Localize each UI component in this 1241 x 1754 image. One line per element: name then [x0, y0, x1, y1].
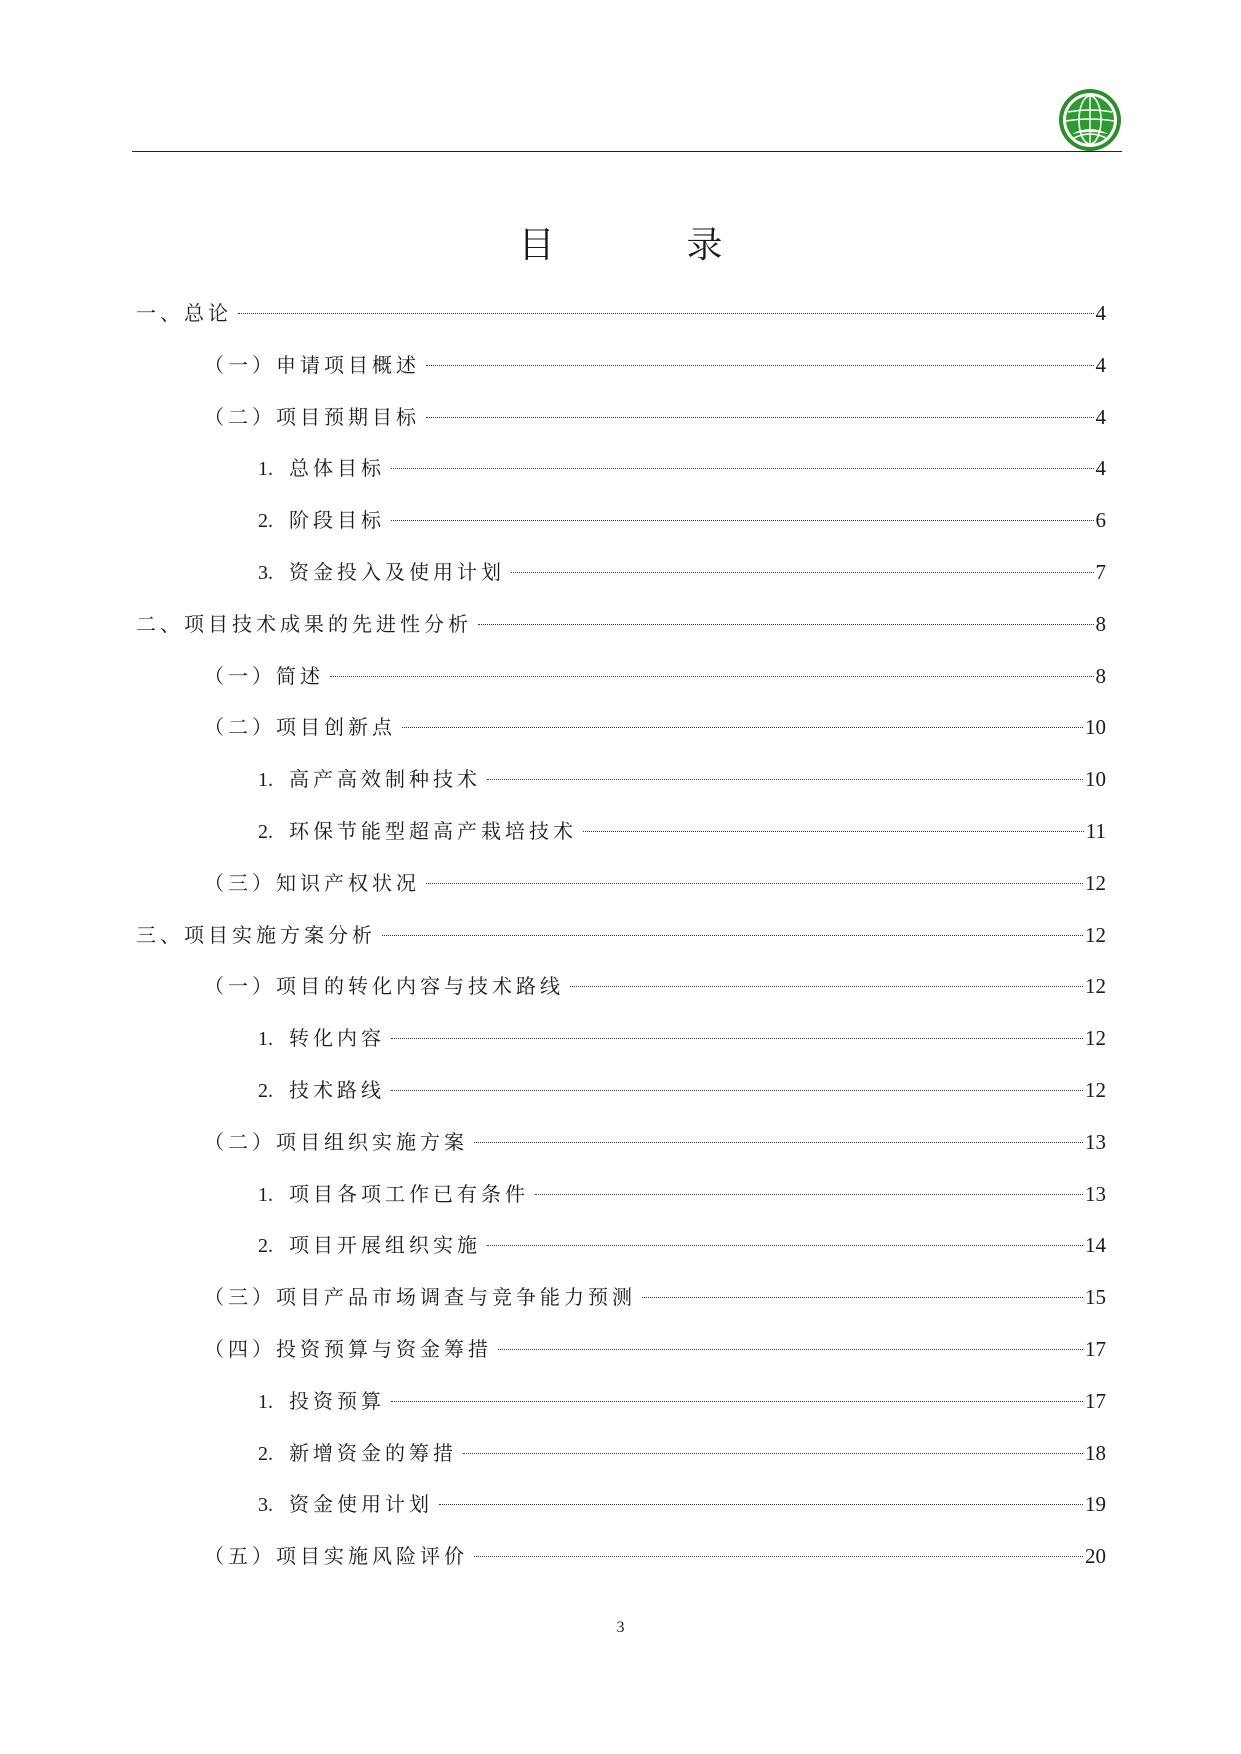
toc-entry[interactable]	[204, 1125, 1106, 1159]
toc-entry[interactable]	[136, 296, 1106, 330]
toc-entry-label: （一）项目的转化内容与技术路线	[204, 974, 564, 998]
toc-entry-number: 1.	[258, 458, 273, 480]
toc-entry-label: （四）投资预算与资金筹措	[204, 1337, 492, 1361]
toc-entry-page: 12	[1085, 1026, 1106, 1050]
toc-dot-leader	[583, 831, 1084, 832]
toc-entry-page: 12	[1085, 974, 1106, 998]
toc-entry-page: 13	[1085, 1130, 1106, 1154]
toc-dot-leader	[330, 676, 1094, 677]
toc-entry-label: 资金使用计划	[289, 1492, 433, 1516]
toc-entry-label: 资金投入及使用计划	[289, 560, 505, 584]
toc-entry[interactable]	[258, 503, 1106, 537]
toc-entry-label: 环保节能型超高产栽培技术	[289, 819, 577, 843]
toc-entry-page: 4	[1095, 456, 1106, 480]
toc-entry-page: 18	[1085, 1441, 1106, 1465]
toc-entry-label: 技术路线	[289, 1078, 385, 1102]
toc-entry-page: 12	[1085, 923, 1106, 947]
toc-entry-number: 1.	[258, 769, 273, 791]
toc-dot-leader	[570, 986, 1083, 987]
toc-dot-leader	[487, 779, 1083, 780]
toc-dot-leader	[474, 1142, 1083, 1143]
toc-entry[interactable]	[258, 1384, 1106, 1418]
toc-entry-number: 1.	[258, 1391, 273, 1413]
toc-entry-label: 总体目标	[289, 456, 385, 480]
toc-entry[interactable]	[204, 400, 1106, 434]
toc-entry[interactable]	[204, 659, 1106, 693]
toc-entry-label: （一）申请项目概述	[204, 353, 420, 377]
toc-entry-page: 10	[1085, 767, 1106, 791]
toc-entry-number: 2.	[258, 510, 273, 532]
toc-dot-leader	[382, 935, 1083, 936]
toc-entry-page: 17	[1085, 1389, 1106, 1413]
toc-entry[interactable]	[204, 1280, 1106, 1314]
toc-entry-label: 项目各项工作已有条件	[289, 1182, 529, 1206]
toc-dot-leader	[535, 1194, 1083, 1195]
toc-entry[interactable]	[204, 969, 1106, 1003]
toc-dot-leader	[402, 727, 1083, 728]
toc-dot-leader	[391, 1038, 1083, 1039]
toc-entry-label: （一）简述	[204, 664, 324, 688]
toc-dot-leader	[474, 1556, 1083, 1557]
toc-entry-label: 二、项目技术成果的先进性分析	[136, 612, 472, 636]
toc-entry-page: 4	[1095, 301, 1106, 325]
toc-entry-page: 6	[1095, 508, 1106, 532]
toc-entry-label: 项目开展组织实施	[289, 1233, 481, 1257]
toc-dot-leader	[426, 365, 1094, 366]
toc-entry-number: 1.	[258, 1184, 273, 1206]
toc-dot-leader	[478, 624, 1094, 625]
toc-dot-leader	[426, 417, 1094, 418]
toc-entry-number: 2.	[258, 1443, 273, 1465]
toc-entry-label: 一、总论	[136, 301, 232, 325]
toc-entry-page: 4	[1095, 353, 1106, 377]
toc-entry-label: 投资预算	[289, 1389, 385, 1413]
toc-dot-leader	[238, 313, 1094, 314]
toc-entry-label: 高产高效制种技术	[289, 767, 481, 791]
toc-dot-leader	[487, 1245, 1083, 1246]
toc-dot-leader	[391, 468, 1094, 469]
toc-entry-label: 阶段目标	[289, 508, 385, 532]
header-divider	[132, 151, 1122, 152]
toc-entry-page: 7	[1095, 560, 1106, 584]
toc-dot-leader	[511, 572, 1094, 573]
toc-entry-number: 3.	[258, 562, 273, 584]
toc-dot-leader	[463, 1453, 1083, 1454]
toc-entry-page: 20	[1085, 1544, 1106, 1568]
toc-entry[interactable]	[258, 555, 1106, 589]
toc-entry-label: （三）项目产品市场调查与竞争能力预测	[204, 1285, 636, 1309]
toc-dot-leader	[391, 520, 1094, 521]
toc-entry-label: （二）项目创新点	[204, 715, 396, 739]
toc-dot-leader	[439, 1504, 1083, 1505]
toc-entry-page: 8	[1095, 612, 1106, 636]
toc-entry[interactable]	[258, 1487, 1106, 1521]
toc-entry-page: 4	[1095, 405, 1106, 429]
toc-entry[interactable]	[258, 1436, 1106, 1470]
toc-entry-page: 8	[1095, 664, 1106, 688]
toc-entry[interactable]	[204, 1332, 1106, 1366]
toc-entry[interactable]	[136, 607, 1106, 641]
toc-dot-leader	[391, 1090, 1083, 1091]
toc-entry-page: 11	[1085, 819, 1106, 843]
toc-entry[interactable]	[258, 1228, 1106, 1262]
toc-entry-page: 14	[1085, 1233, 1106, 1257]
toc-entry-number: 2.	[258, 1080, 273, 1102]
toc-entry-number: 3.	[258, 1494, 273, 1516]
toc-dot-leader	[426, 883, 1083, 884]
toc-entry-page: 12	[1085, 871, 1106, 895]
toc-dot-leader	[498, 1349, 1083, 1350]
toc-entry[interactable]	[258, 1073, 1106, 1107]
toc-entry-page: 10	[1085, 715, 1106, 739]
toc-dot-leader	[391, 1401, 1083, 1402]
toc-entry[interactable]	[258, 762, 1106, 796]
toc-entry-page: 13	[1085, 1182, 1106, 1206]
toc-entry-page: 12	[1085, 1078, 1106, 1102]
toc-entry[interactable]	[136, 918, 1106, 952]
toc-entry-page: 19	[1085, 1492, 1106, 1516]
green-globe-emblem-icon	[1058, 88, 1122, 152]
toc-entry-label: （二）项目预期目标	[204, 405, 420, 429]
toc-entry[interactable]	[258, 1177, 1106, 1211]
toc-entry-label: （二）项目组织实施方案	[204, 1130, 468, 1154]
toc-title: 目 录	[518, 225, 771, 266]
toc-entry-label: 三、项目实施方案分析	[136, 923, 376, 947]
toc-entry-label: 转化内容	[289, 1026, 385, 1050]
toc-entry-label: 新增资金的筹措	[289, 1441, 457, 1465]
toc-entry-label: （五）项目实施风险评价	[204, 1544, 468, 1568]
toc-entry[interactable]	[204, 710, 1106, 744]
toc-entry-page: 15	[1085, 1285, 1106, 1309]
toc-entry[interactable]	[204, 866, 1106, 900]
toc-entry-label: （三）知识产权状况	[204, 871, 420, 895]
page-number: 3	[616, 1619, 625, 1636]
toc-entry[interactable]	[258, 814, 1106, 848]
toc-entry[interactable]	[204, 1539, 1106, 1573]
toc-dot-leader	[642, 1297, 1083, 1298]
toc-entry-number: 1.	[258, 1028, 273, 1050]
toc-entry-number: 2.	[258, 1235, 273, 1257]
toc-entry-page: 17	[1085, 1337, 1106, 1361]
toc-entry[interactable]	[258, 1021, 1106, 1055]
toc-entry[interactable]	[204, 348, 1106, 382]
toc-entry[interactable]	[258, 451, 1106, 485]
toc-entry-number: 2.	[258, 821, 273, 843]
